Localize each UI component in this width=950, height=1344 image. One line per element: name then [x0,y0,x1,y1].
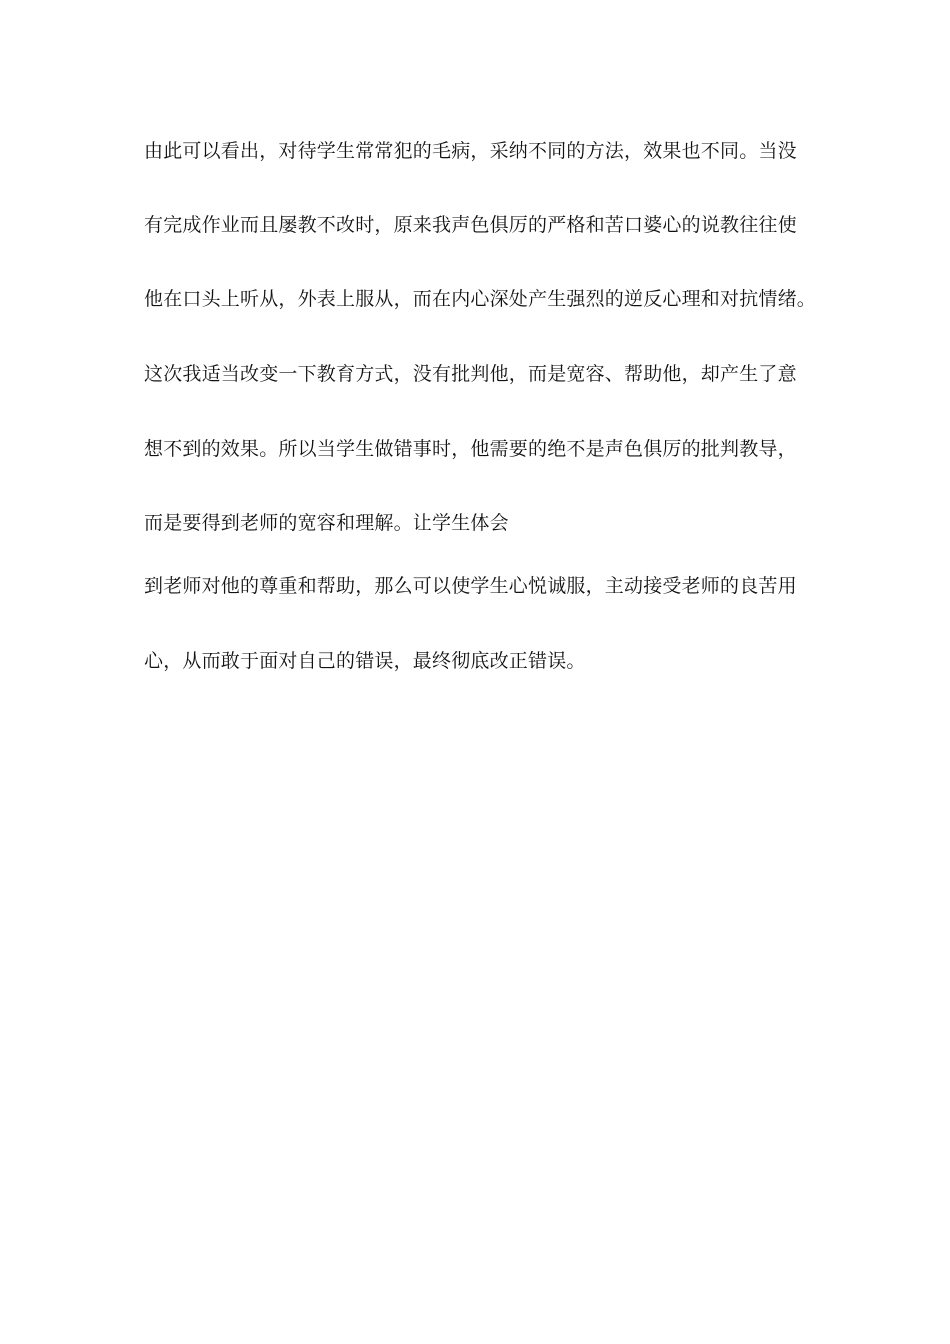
paragraph-line: 而是要得到老师的宽容和理解。让学生体会 [144,512,509,534]
paragraph-line: 这次我适当改变一下教育方式，没有批判他，而是宽容、帮助他，却产生了意 [144,363,797,385]
paragraph-line: 到老师对他的尊重和帮助，那么可以使学生心悦诚服，主动接受老师的良苦用 [144,575,797,597]
paragraph-line: 心，从而敢于面对自己的错误，最终彻底改正错误。 [144,650,586,672]
paragraph-line: 想不到的效果。所以当学生做错事时，他需要的绝不是声色俱厉的批判教导， [144,438,797,460]
paragraph-line: 他在口头上听从，外表上服从，而在内心深处产生强烈的逆反心理和对抗情绪。 [144,288,817,310]
paragraph-line: 有完成作业而且屡教不改时，原来我声色俱厉的严格和苦口婆心的说教往往使 [144,214,797,236]
paragraph-line: 由此可以看出，对待学生常常犯的毛病，采纳不同的方法，效果也不同。当没 [144,140,797,162]
